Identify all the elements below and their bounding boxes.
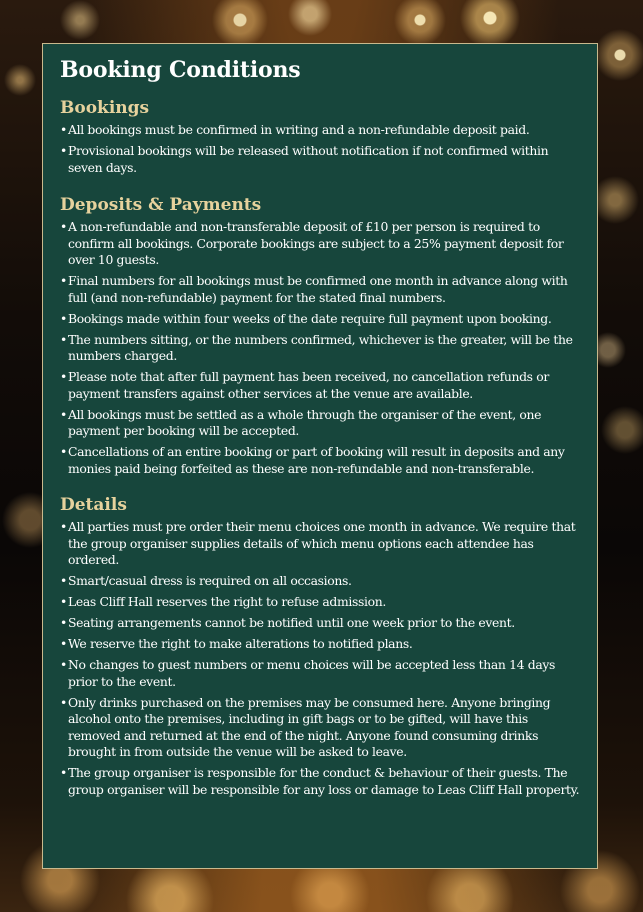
details-list xyxy=(60,519,581,798)
section-heading-deposits-payments: Deposits & Payments xyxy=(60,195,262,215)
deposits-payments-list xyxy=(60,219,581,477)
section-deposits-payments xyxy=(60,195,581,477)
list-item: • Leas Cliff Hall reserves the right to refuse admission. xyxy=(60,594,581,611)
list-item: • All parties must pre order their menu choices one month in advance. We require that the group organiser supplies details of which menu options each attendee has ordered. xyxy=(60,519,581,569)
list-item: • All bookings must be settled as a whole through the organiser of the event, one payment per booking will be accepted. xyxy=(60,407,581,440)
section-details xyxy=(60,495,581,798)
section-heading-details: Details xyxy=(60,495,127,515)
list-item: • Only drinks purchased on the premises may be consumed here. Anyone bringing alcohol onto the premises, including in gift bags or to be gifted, will have this removed and returned at the end of the night. Anyone found consuming drinks brought in from outside the venue will be asked to leave. xyxy=(60,695,581,761)
booking-conditions-panel xyxy=(42,43,598,869)
list-item: • Cancellations of an entire booking or part of booking will result in deposits and any monies paid being forfeited as these are non-refundable and non-transferable. xyxy=(60,444,581,477)
bookings-list xyxy=(60,122,581,176)
list-item: • Smart/casual dress is required on all occasions. xyxy=(60,573,581,590)
list-item: • We reserve the right to make alterations to notified plans. xyxy=(60,636,581,653)
list-item: • Bookings made within four weeks of the date require full payment upon booking. xyxy=(60,311,581,328)
list-item: • A non-refundable and non-transferable deposit of £10 per person is required to confirm all bookings. Corporate bookings are subject to a 25% payment deposit for over 10 guests. xyxy=(60,219,581,269)
list-item: • The numbers sitting, or the numbers confirmed, whichever is the greater, will be the numbers charged. xyxy=(60,332,581,365)
section-bookings xyxy=(60,98,581,176)
list-item: • The group organiser is responsible for the conduct & behaviour of their guests. The group organiser will be responsible for any loss or damage to Leas Cliff Hall property. xyxy=(60,765,581,798)
section-heading-bookings: Bookings xyxy=(60,98,150,118)
page-title: Booking Conditions xyxy=(60,57,301,83)
list-item: • Seating arrangements cannot be notified until one week prior to the event. xyxy=(60,615,581,632)
list-item: • No changes to guest numbers or menu choices will be accepted less than 14 days prior to the event. xyxy=(60,657,581,690)
list-item: • Provisional bookings will be released without notification if not confirmed within seven days. xyxy=(60,143,581,176)
list-item: • Please note that after full payment has been received, no cancellation refunds or payment transfers against other services at the venue are available. xyxy=(60,369,581,402)
list-item: • All bookings must be confirmed in writing and a non-refundable deposit paid. xyxy=(60,122,581,139)
list-item: • Final numbers for all bookings must be confirmed one month in advance along with full (and non-refundable) payment for the stated final numbers. xyxy=(60,273,581,306)
